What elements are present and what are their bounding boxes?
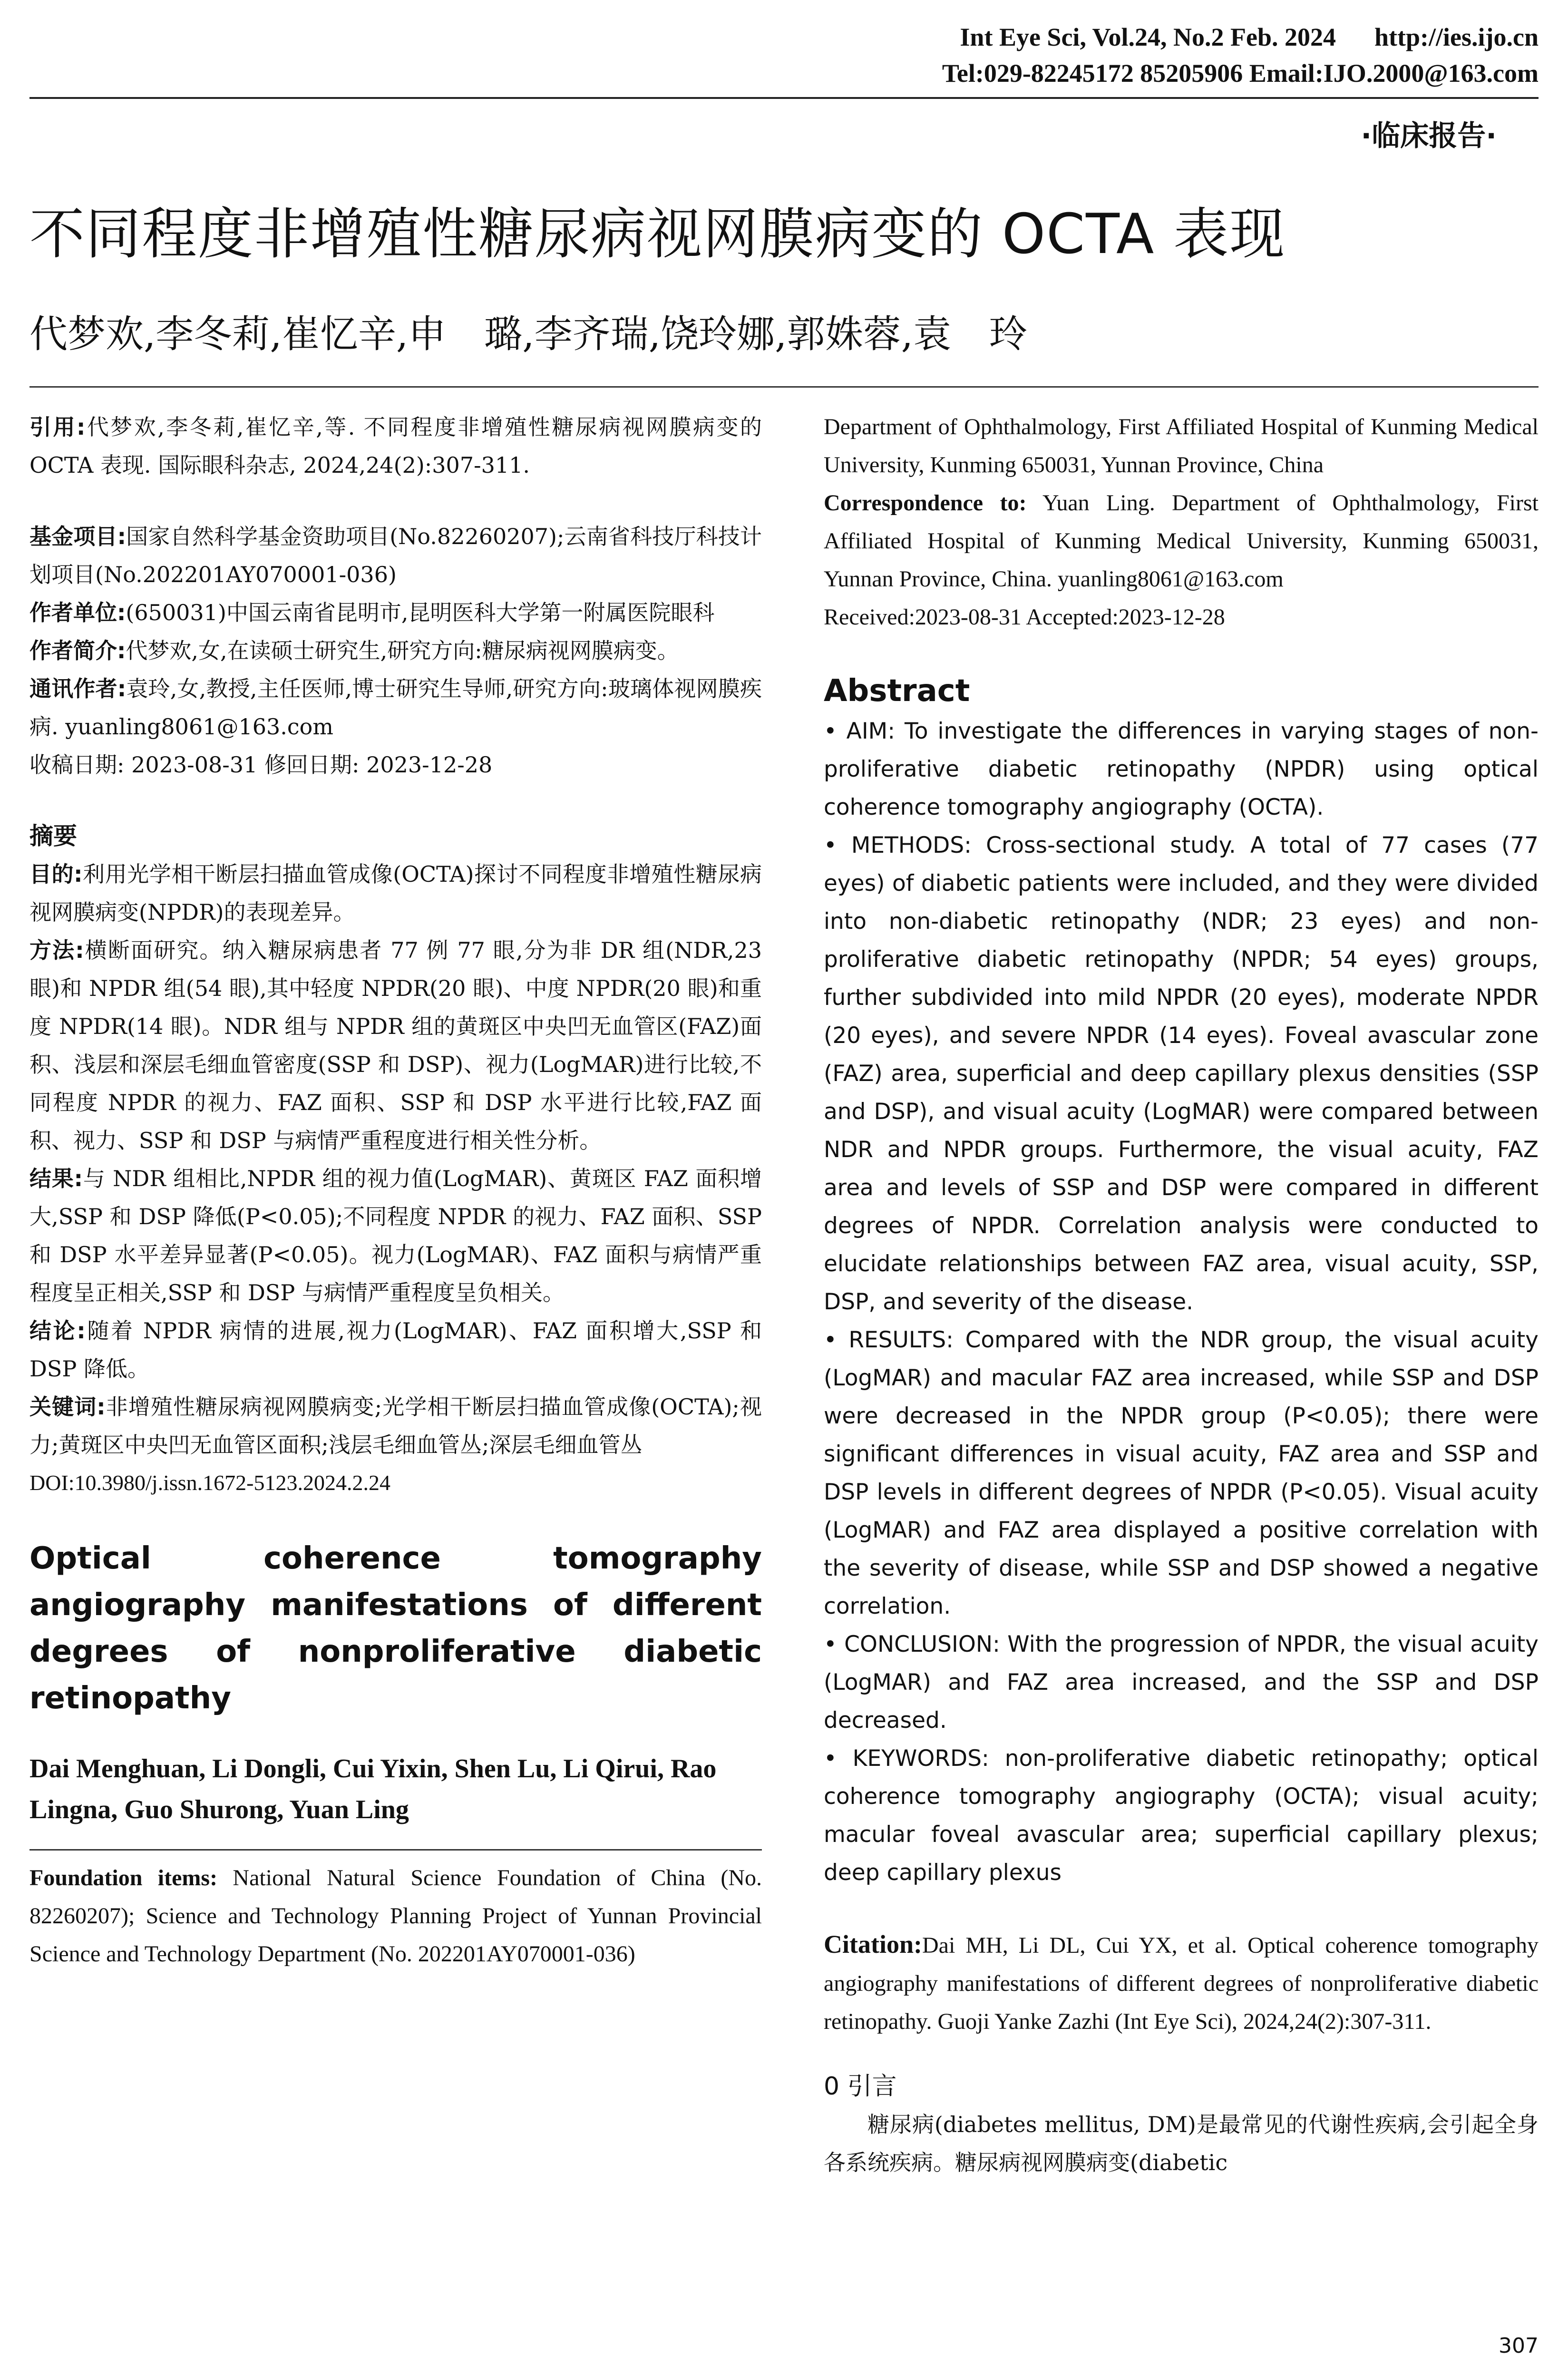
funding-cn: 基金项目:国家自然科学基金资助项目(No.82260207);云南省科技厅科技计划项目(No.202201AY070001-036)	[29, 524, 762, 587]
abstract-heading-cn: 摘要	[29, 822, 77, 850]
keywords-en: • KEYWORDS: non-proliferative diabetic retinopathy; optical coherence tomography angiography (OCTA); visual acuity; macular foveal avascular area; superficial capillary plexus; deep capillary plexus	[824, 1745, 1539, 1886]
keywords-cn: 关键词:非增殖性糖尿病视网膜病变;光学相干断层扫描血管成像(OCTA);视力;黄斑区中央凹无血管区面积;浅层毛细血管丛;深层毛细血管丛	[29, 1394, 762, 1458]
correspondence-cn: 通讯作者:袁玲,女,教授,主任医师,博士研究生导师,研究方向:玻璃体视网膜疾病. yuanling8061@163.com	[29, 676, 762, 740]
journal-url[interactable]: http://ies.ijo.cn	[1374, 23, 1539, 51]
title-rule	[29, 386, 1539, 388]
abstract-aim-en: • AIM: To investigate the differences in varying stages of non-proliferative diabetic retinopathy (NPDR) using optical coherence tomography angiography (OCTA).	[824, 718, 1539, 820]
right-column	[824, 408, 1539, 2182]
header-rule	[29, 97, 1539, 99]
authors-cn: 代梦欢,李冬莉,崔忆辛,申 璐,李齐瑞,饶玲娜,郭姝蓉,袁 玲	[29, 312, 1028, 356]
affiliation-cn: 作者单位:(650031)中国云南省昆明市,昆明医科大学第一附属医院眼科	[29, 600, 715, 625]
intro-text: 糖尿病(diabetes mellitus, DM)是最常见的代谢性疾病,会引起全身各系统疾病。糖尿病视网膜病变(diabetic	[824, 2112, 1539, 2175]
abstract-conclusion-cn: 结论:随着 NPDR 病情的进展,视力(LogMAR)、FAZ 面积增大,SSP 和 DSP 降低。	[29, 1318, 762, 1382]
abstract-results-en: • RESULTS: Compared with the NDR group, the visual acuity (LogMAR) and macular FAZ area increased, while SSP and DSP were decreased in the NPDR group (P<0.05); there were significant differences in visual acuity, FAZ area and SSP and DSP levels in different degrees of NPDR (P<0.05). Visual acuity (LogMAR) and FAZ area displayed a positive correlation with the severity of disease, while SSP and DSP showed a negative correlation.	[824, 1327, 1539, 1619]
title-cn: 不同程度非增殖性糖尿病视网膜病变的 OCTA 表现	[29, 202, 1286, 266]
abstract-conclusion-en: • CONCLUSION: With the progression of NPDR, the visual acuity (LogMAR) and FAZ area increased, and the SSP and DSP decreased.	[824, 1631, 1539, 1734]
citation-en: Citation:Dai MH, Li DL, Cui YX, et al. Optical coherence tomography angiography manifestations of different degrees of nonproliferative diabetic retinopathy. Guoji Yanke Zazhi (Int Eye Sci), 2024,24(2):307-311.	[824, 1930, 1539, 2034]
intro-heading: 0 引言	[824, 2072, 897, 2101]
correspondence-en: Correspondence to: Yuan Ling. Department of Ophthalmology, First Affiliated Hospital of Kunming Medical University, Kunming 650031, Yunnan Province, China. yuanling8061@163.com	[824, 490, 1539, 592]
journal-line: Int Eye Sci, Vol.24, No.2 Feb. 2024	[960, 23, 1336, 51]
doi[interactable]: DOI:10.3980/j.issn.1672-5123.2024.2.24	[29, 1471, 390, 1495]
foundation-en: Foundation items: National Natural Science Foundation of China (No. 82260207); Science and Technology Planning Project of Yunnan Provincial Science and Technology Department (No. 202201AY070001-036)	[29, 1865, 762, 1967]
received-en: Received:2023-08-31 Accepted:2023-12-28	[824, 604, 1225, 630]
abstract-results-cn: 结果:与 NDR 组相比,NPDR 组的视力值(LogMAR)、黄斑区 FAZ 面积增大,SSP 和 DSP 降低(P<0.05);不同程度 NPDR 的视力、FAZ 面积、SSP 和 DSP 水平差异显著(P<0.05)。视力(LogMAR)、FAZ 面积与病情严重程度呈正相关,SSP 和 DSP 与病情严重程度呈负相关。	[29, 1166, 762, 1305]
dates-cn: 收稿日期: 2023-08-31 修回日期: 2023-12-28	[29, 752, 493, 778]
abstract-methods-cn: 方法:横断面研究。纳入糖尿病患者 77 例 77 眼,分为非 DR 组(NDR,23 眼)和 NPDR 组(54 眼),其中轻度 NPDR(20 眼)、中度 NPDR(20 眼)和重度 NPDR(14 眼)。NDR 组与 NPDR 组的黄斑区中央凹无血管区(FAZ)面积、浅层和深层毛细血管密度(SSP 和 DSP)、视力(LogMAR)进行比较,不同程度 NPDR 的视力、FAZ 面积、SSP 和 DSP 水平进行比较,FAZ 面积、视力、SSP 和 DSP 与病情严重程度进行相关性分析。	[29, 937, 762, 1153]
abstract-aim-cn: 目的:利用光学相干断层扫描血管成像(OCTA)探讨不同程度非增殖性糖尿病视网膜病变(NPDR)的表现差异。	[29, 861, 762, 925]
authors-en: Dai Menghuan, Li Dongli, Cui Yixin, Shen Lu, Li Qirui, Rao Lingna, Guo Shurong, Yuan Ling	[29, 1754, 717, 1824]
authors-rule	[29, 1830, 762, 1851]
title-en: Optical coherence tomography angiography manifestations of different degrees of nonproliferative diabetic retinopathy	[29, 1541, 762, 1716]
citation-cn: 引用:代梦欢,李冬莉,崔忆辛,等. 不同程度非增殖性糖尿病视网膜病变的 OCTA 表现. 国际眼科杂志, 2024,24(2):307-311.	[29, 414, 762, 478]
department-en: Department of Ophthalmology, First Affiliated Hospital of Kunming Medical University, Kunming 650031, Yunnan Province, China	[824, 414, 1539, 477]
author-bio-cn: 作者简介:代梦欢,女,在读硕士研究生,研究方向:糖尿病视网膜病变。	[29, 638, 679, 663]
abstract-methods-en: • METHODS: Cross-sectional study. A total of 77 cases (77 eyes) of diabetic patients were included, and they were divided into non-diabetic retinopathy (NDR; 23 eyes) and non-proliferative diabetic retinopathy (NPDR; 54 eyes) groups, further subdivided into mild NPDR (20 eyes), moderate NPDR (20 eyes), and severe NPDR (14 eyes). Foveal avascular zone (FAZ) area, superficial and deep capillary plexus densities (SSP and DSP), and visual acuity (LogMAR) were compared between NDR and NPDR groups. Furthermore, the visual acuity, FAZ area and levels of SSP and DSP were compared in different degrees of NPDR. Correlation analysis were conducted to elucidate relationships between FAZ area, visual acuity, SSP, DSP, and severity of the disease.	[824, 832, 1539, 1315]
page-number: 307	[1499, 2334, 1539, 2358]
left-column	[29, 408, 762, 1973]
section-label: ·临床报告·	[1361, 119, 1497, 153]
contact-line: Tel:029-82245172 85205906 Email:IJO.2000@163.com	[942, 59, 1539, 88]
abstract-heading-en: Abstract	[824, 673, 970, 709]
running-header	[942, 19, 1539, 91]
